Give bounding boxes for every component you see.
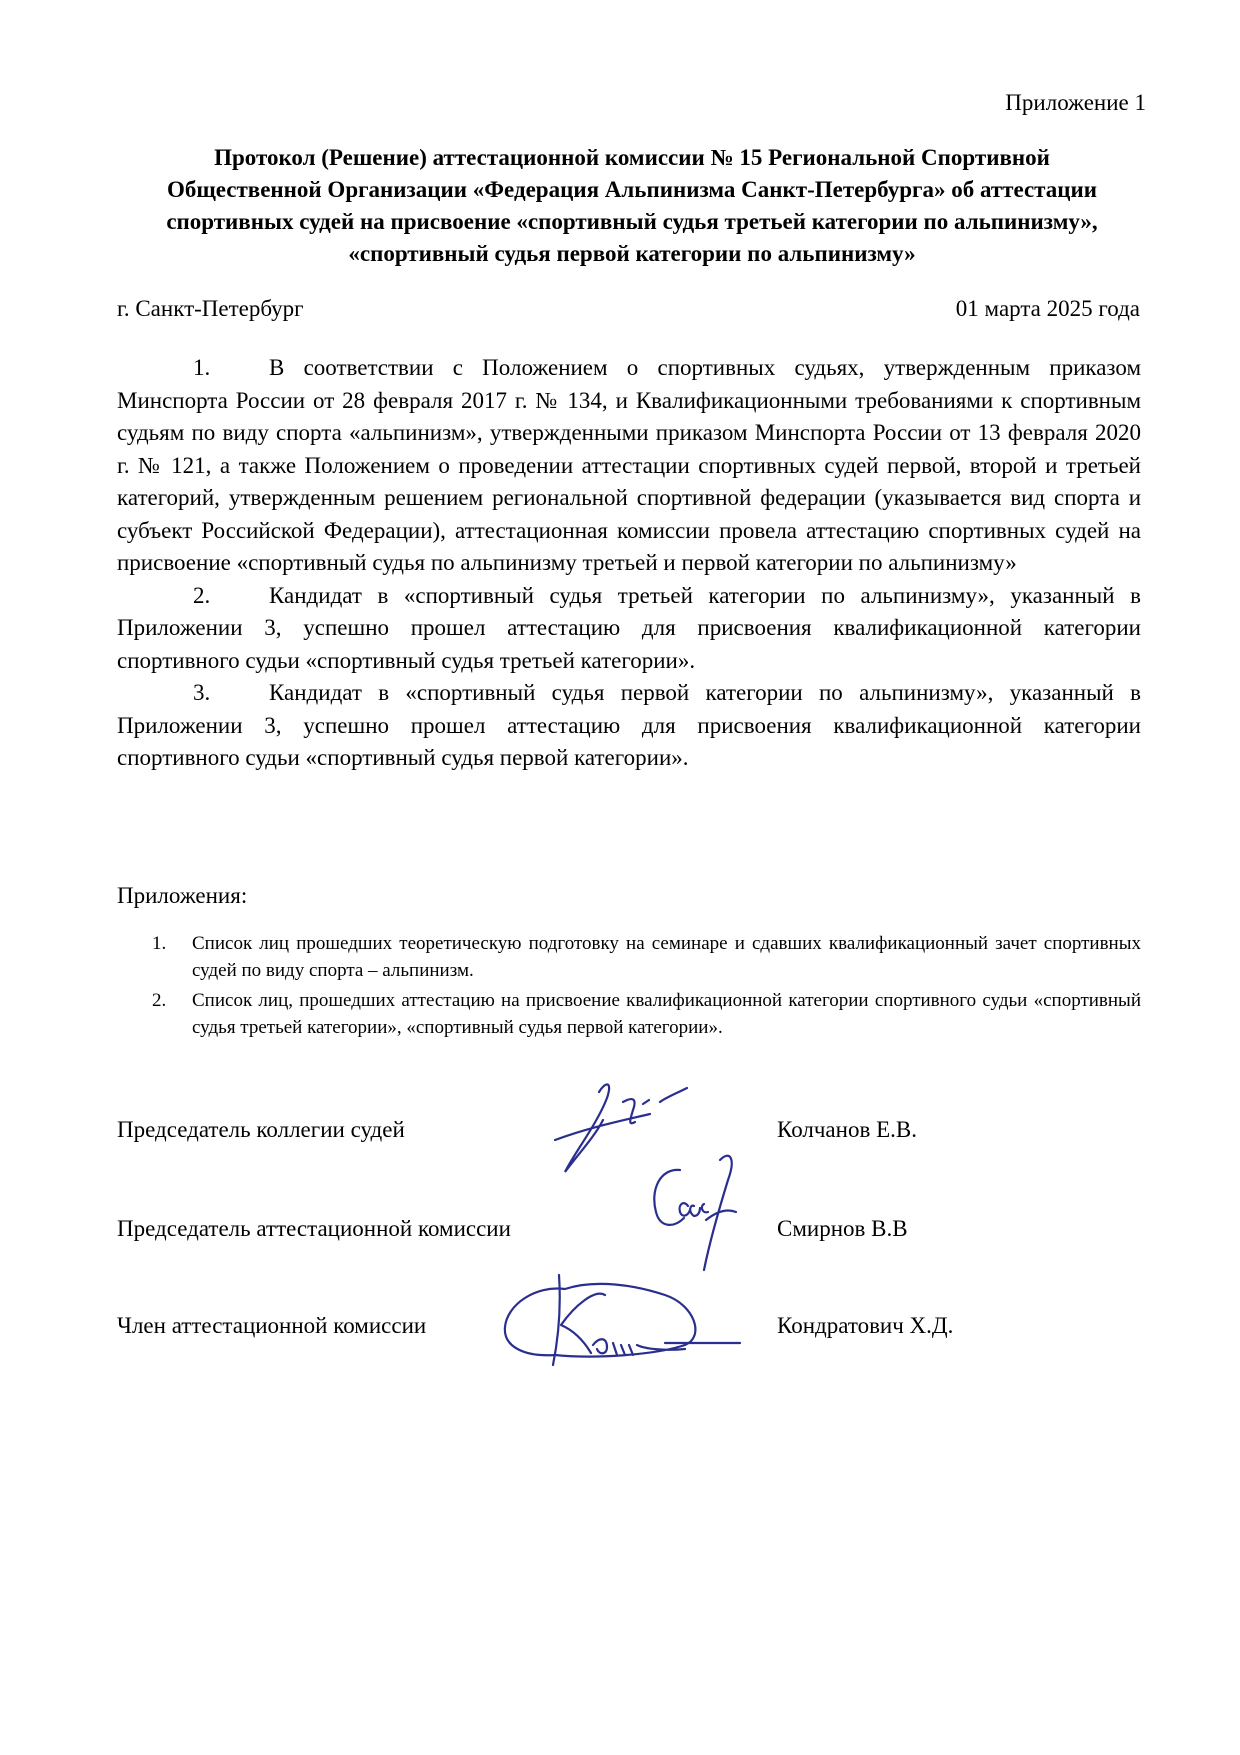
title-line-3: спортивных судей на присвоение «спортивный судья третьей категории по альпинизму», [166, 209, 1098, 234]
title-line-4: «спортивный судья первой категории по альпинизму» [348, 241, 916, 266]
paragraph-text: Кандидат в «спортивный судья третьей категории по альпинизму», указанный в Приложении 3, успешно прошел аттестацию для присвоения квалификационной категории спортивного судьи «спортивный судья третьей категории». [117, 582, 1141, 673]
document-title [112, 142, 1152, 270]
appendix-reference: Приложение 1 [1005, 90, 1146, 115]
paragraph-text: В соответствии с Положением о спортивных судьях, утвержденным приказом Минспорта России от 28 февраля 2017 г. № 134, и Квалификационными требованиями к спортивным судьям по виду спорта «альпинизм», утвержденными приказом Минспорта России от 13 февраля 2020 г. № 121, а также Положением о проведении аттестации спортивных судей первой, второй и третьей категорий, утвержденным решением региональной спортивной федерации (указывается вид спорта и субъект Российской Федерации), аттестационная комиссии провела аттестацию спортивных судей на присвоение «спортивный судья по альпинизму третьей и первой категории по альпинизму» [117, 355, 1141, 575]
attachments-heading: Приложения: [117, 883, 248, 908]
paragraph [117, 352, 1141, 580]
list-item-number: 2. [152, 990, 167, 1011]
list-item-text: Список лиц, прошедших аттестацию на присвоение квалификационной категории спортивного судьи «спортивный судья третьей категории», «спортивный судья первой категории». [192, 990, 1141, 1038]
signatory-name: Кондратович Х.Д. [777, 1313, 954, 1338]
signature-kondratovich-icon [495, 1265, 745, 1375]
list-item-text: Список лиц прошедших теоретическую подготовку на семинаре и сдавших квалификационный зачет спортивных судей по виду спорта – альпинизм. [192, 933, 1141, 981]
paragraph-text: Кандидат в «спортивный судья первой категории по альпинизму», указанный в Приложении 3, успешно прошел аттестацию для присвоения квалификационной категории спортивного судьи «спортивный судья первой категории». [117, 680, 1141, 770]
paragraph-number: 2. [193, 582, 211, 608]
paragraph [117, 580, 1141, 678]
signatory-name: Смирнов В.В [777, 1216, 908, 1241]
signatory-name: Колчанов Е.В. [777, 1117, 917, 1142]
document-body [117, 352, 1141, 775]
paragraph-number: 1. [193, 355, 211, 380]
attachments-list [152, 930, 1141, 1044]
title-line-1: Протокол (Решение) аттестационной комиссии № 15 Региональной Спортивной [214, 145, 1050, 170]
title-line-2: Общественной Организации «Федерация Альпинизма Санкт-Петербурга» об аттестации [166, 177, 1098, 202]
list-item [152, 987, 1141, 1041]
paragraph-number: 3. [193, 680, 211, 705]
signatory-role: Член аттестационной комиссии [117, 1313, 427, 1338]
signatory-role: Председатель коллегии судей [117, 1117, 405, 1142]
document-date: 01 марта 2025 года [955, 296, 1140, 321]
paragraph [117, 677, 1141, 775]
signatory-role: Председатель аттестационной комиссии [117, 1216, 511, 1241]
list-item [152, 930, 1141, 984]
place: г. Санкт-Петербург [117, 296, 304, 321]
list-item-number: 1. [152, 933, 167, 954]
